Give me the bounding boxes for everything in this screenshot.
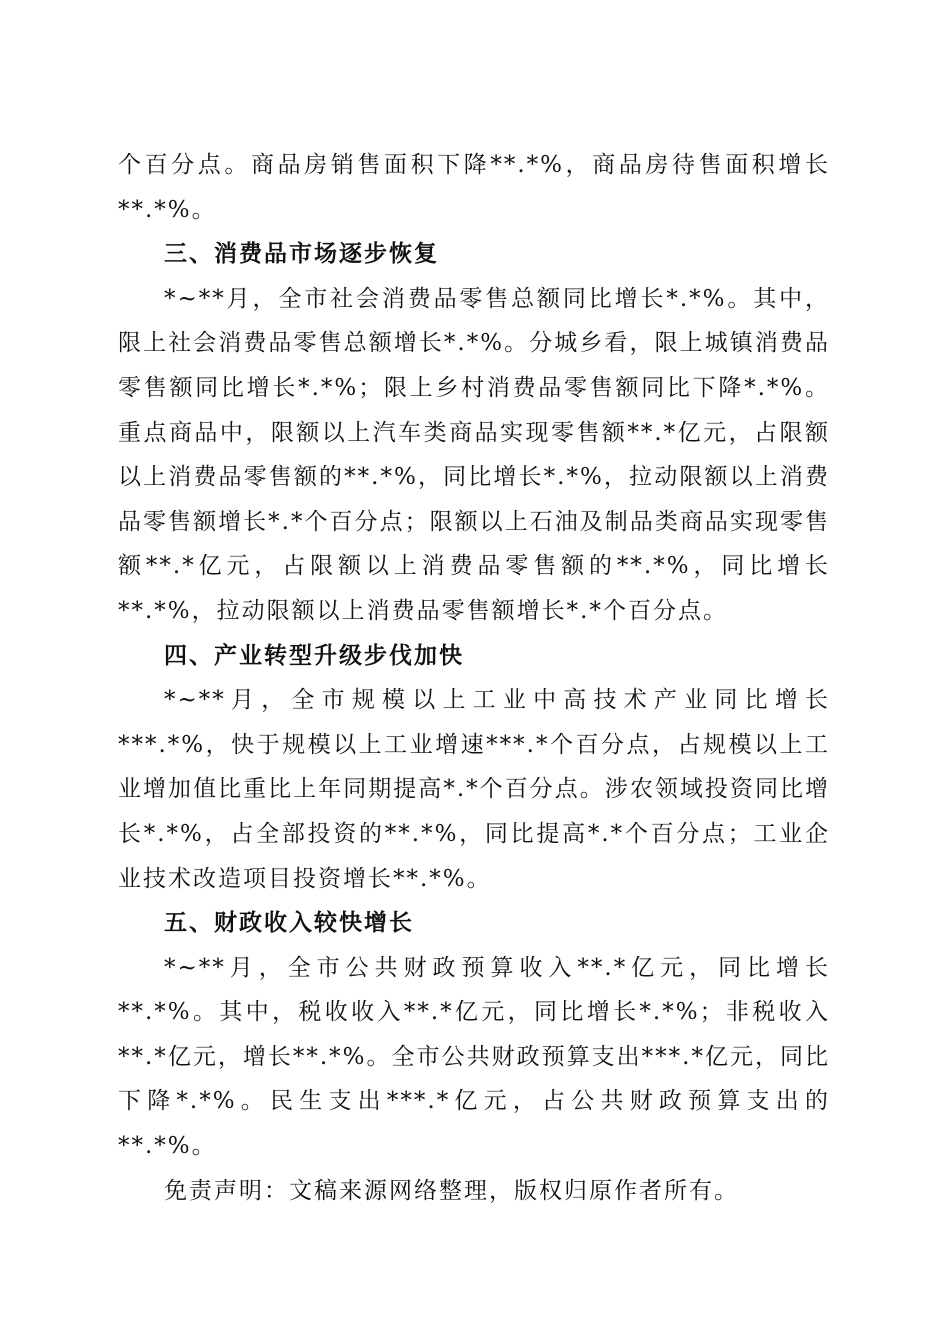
disclaimer-text: 免责声明：文稿来源网络整理，版权归原作者所有。 [164, 1177, 739, 1204]
section-5-paragraph: *~**月，全市公共财政预算收入**.*亿元，同比增长**.*%。其中，税收收入**.*亿元，同比增长*.*%；非税收入**.*亿元，增长**.*%。全市公共财政预算支出***.*亿元，同比下降*.*%。民生支出***.*亿元，占公共财政预算支出的**.*%。 [118, 954, 830, 1160]
section-4-heading: 四、产业转型升级步伐加快 [164, 642, 464, 669]
section-5-heading: 五、财政收入较快增长 [164, 910, 414, 937]
intro-continuation-paragraph: 个百分点。商品房销售面积下降**.*%，商品房待售面积增长**.*%。 [118, 152, 830, 223]
section-3-paragraph: *~**月，全市社会消费品零售总额同比增长*.*%。其中，限上社会消费品零售总额增长*.*%。分城乡看，限上城镇消费品零售额同比增长*.*%；限上乡村消费品零售额同比下降*.*%。重点商品中，限额以上汽车类商品实现零售额**.*亿元，占限额以上消费品零售额的**.*%，同比增长*.*%，拉动限额以上消费品零售额增长*.*个百分点；限额以上石油及制品类商品实现零售额**.*亿元，占限额以上消费品零售额的**.*%，同比增长**.*%，拉动限额以上消费品零售额增长*.*个百分点。 [118, 285, 830, 624]
section-4-paragraph: *~**月，全市规模以上工业中高技术产业同比增长***.*%，快于规模以上工业增速***.*个百分点，占规模以上工业增加值比重比上年同期提高*.*个百分点。涉农领域投资同比增长*.*%，占全部投资的**.*%，同比提高*.*个百分点；工业企业技术改造项目投资增长**.*%。 [118, 687, 830, 892]
section-3-heading: 三、消费品市场逐步恢复 [164, 241, 439, 268]
document-page [118, 143, 830, 1213]
